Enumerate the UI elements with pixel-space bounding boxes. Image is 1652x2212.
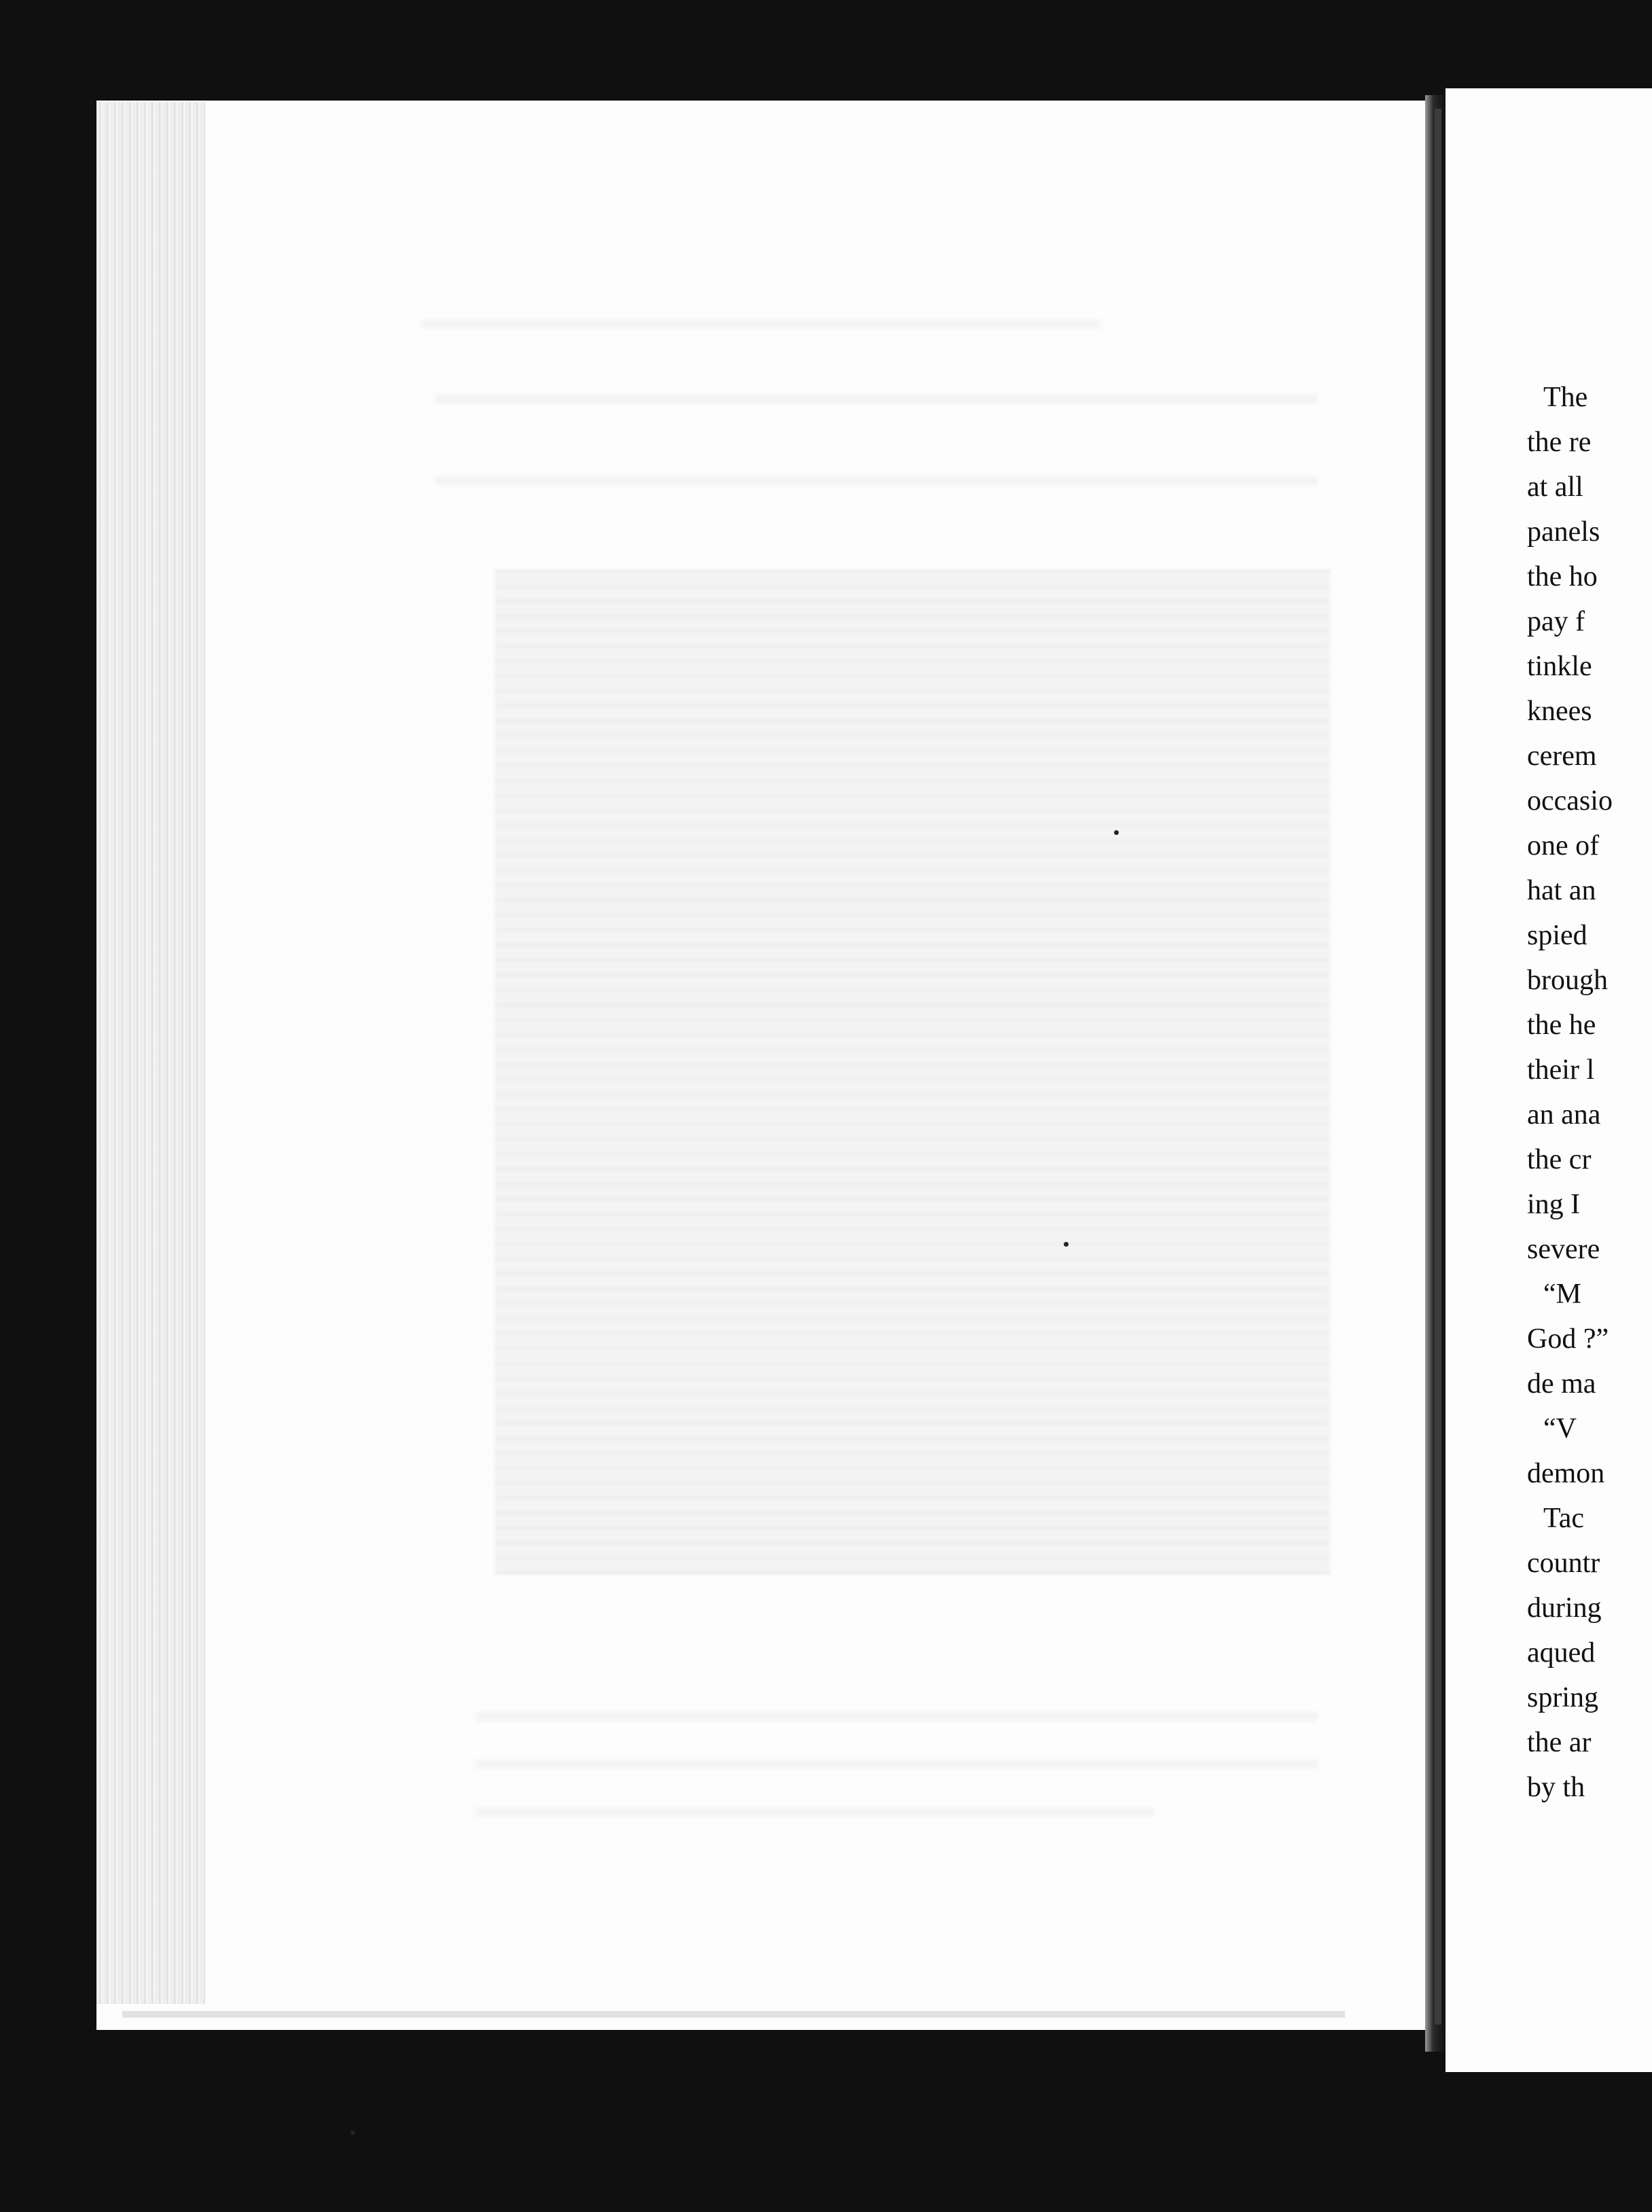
text-line: demon xyxy=(1527,1458,1605,1489)
text-line: countr xyxy=(1527,1548,1600,1579)
dust-speck xyxy=(1064,1242,1069,1247)
show-through-line xyxy=(435,394,1318,404)
text-line: brough xyxy=(1527,965,1608,996)
text-line: occasio xyxy=(1527,785,1613,817)
show-through-line xyxy=(475,1712,1318,1722)
dust-speck xyxy=(1114,830,1119,835)
text-line: the cr xyxy=(1527,1144,1592,1175)
text-line: the re xyxy=(1527,427,1592,458)
show-through-line xyxy=(435,476,1318,485)
text-line: an ana xyxy=(1527,1099,1601,1130)
text-line: pay f xyxy=(1527,606,1585,637)
text-line: tinkle xyxy=(1527,651,1592,682)
text-line: “V xyxy=(1543,1413,1577,1444)
right-page-text xyxy=(1527,375,1652,1810)
page-edge-bottom xyxy=(122,2011,1345,2018)
text-line: hat an xyxy=(1527,875,1596,906)
dust-speck xyxy=(351,2130,355,2135)
text-line: by th xyxy=(1527,1772,1585,1803)
gutter-line xyxy=(1435,109,1441,2024)
text-line: de ma xyxy=(1527,1368,1596,1399)
text-line: Tac xyxy=(1543,1503,1585,1534)
text-line: aqued xyxy=(1527,1637,1596,1669)
text-line: ing I xyxy=(1527,1189,1581,1220)
text-line: severe xyxy=(1527,1234,1600,1265)
text-line: during xyxy=(1527,1592,1602,1624)
text-line: spied xyxy=(1527,920,1587,951)
text-line: The xyxy=(1543,382,1588,413)
text-line: God ?” xyxy=(1527,1323,1609,1355)
show-through-line xyxy=(421,319,1100,329)
text-line: panels xyxy=(1527,516,1600,548)
show-through-line xyxy=(475,1807,1155,1817)
text-line: “M xyxy=(1543,1279,1581,1310)
text-line: cerem xyxy=(1527,741,1597,772)
text-line: spring xyxy=(1527,1682,1598,1713)
text-line: the ho xyxy=(1527,561,1598,592)
text-line: their l xyxy=(1527,1054,1595,1086)
page-edges xyxy=(96,102,205,2004)
plate-show-through xyxy=(495,569,1330,1575)
text-line: the ar xyxy=(1527,1727,1592,1758)
text-line: at all xyxy=(1527,471,1583,503)
text-line: knees xyxy=(1527,696,1592,727)
text-line: the he xyxy=(1527,1010,1596,1041)
text-line: one of xyxy=(1527,830,1600,861)
show-through-line xyxy=(475,1760,1318,1769)
